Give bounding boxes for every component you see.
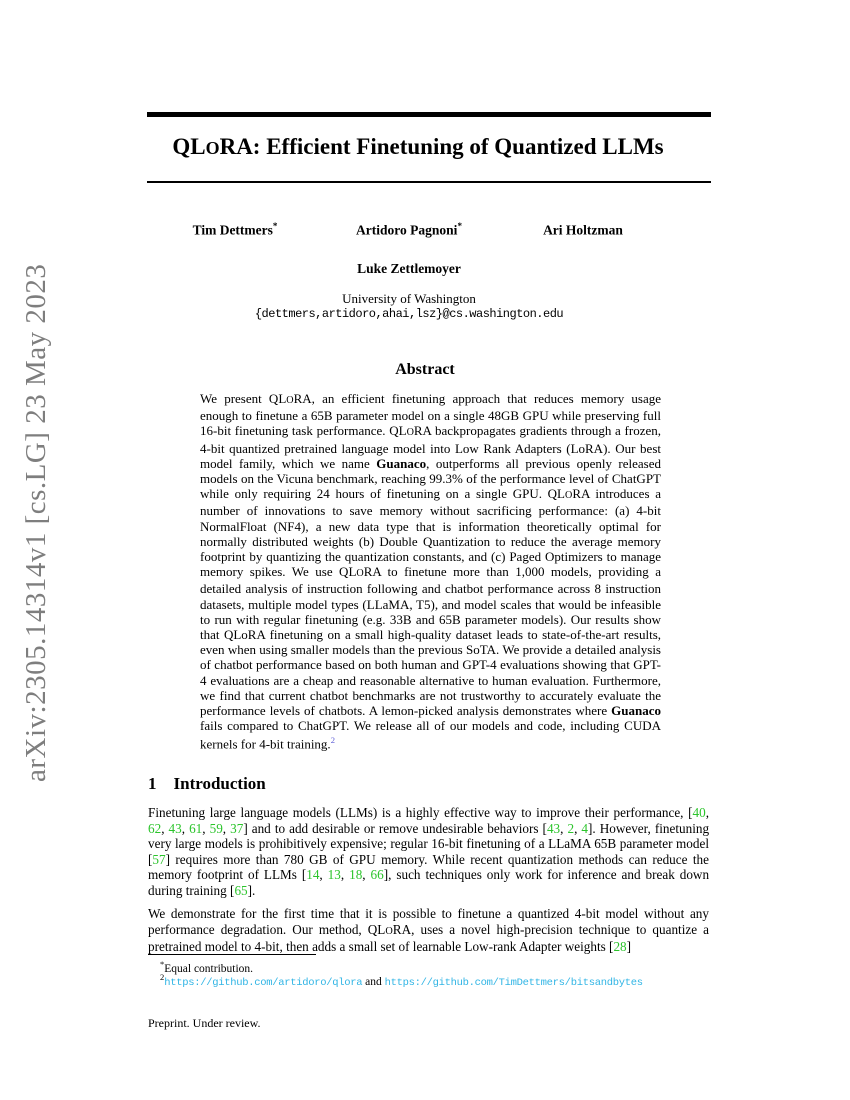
footnote-code-links <box>160 972 708 989</box>
abstract-text <box>200 391 661 752</box>
footnote-marker: 2 <box>160 972 165 982</box>
text-segment: fails compared to ChatGPT. We release all of our models and code, including CUDA kernels for 4-bit training. <box>200 718 661 752</box>
intro-paragraph-1 <box>148 805 709 899</box>
citation-link[interactable]: 28 <box>613 939 627 955</box>
section-number: 1 <box>148 774 157 793</box>
title-rule-bottom <box>147 181 711 183</box>
text-segment: O <box>385 925 393 937</box>
footnote-rule <box>148 954 316 955</box>
text-segment: We present QL <box>200 391 287 406</box>
text-segment: QL <box>172 134 206 159</box>
author-name <box>322 221 496 239</box>
text-segment: ]. However, finetuning very large models is prohibitively expensive; regular 16-bit finetuning of a LLaMA 65B parameter model [ <box>148 820 710 867</box>
abstract-heading: Abstract <box>395 361 455 378</box>
text-segment: ] and to add desirable or remove undesirable behaviors [ <box>243 820 547 836</box>
footnote-text: Equal contribution. <box>164 962 254 975</box>
citation-link[interactable]: 37 <box>230 820 244 836</box>
page-title <box>138 134 698 160</box>
citation-link[interactable]: 59 <box>209 820 223 836</box>
citation-link[interactable]: 66 <box>370 867 384 883</box>
text-segment: RA, uses a novel high-precision technique to quantize a pretrained model to 4-bit, then adds a small set of learnable Low-rank Adapter weights [ <box>148 921 709 955</box>
authors-row <box>148 221 670 239</box>
title-rule-top <box>147 112 711 117</box>
url-link[interactable]: https://github.com/artidoro/qlora <box>164 976 363 989</box>
text-segment: Guanaco <box>611 703 661 719</box>
citation-link[interactable]: 18 <box>349 867 363 883</box>
text-segment: Finetuning large language models (LLMs) is a highly effective way to improve their performance, [ <box>148 805 693 820</box>
text-segment: ] <box>626 939 632 955</box>
intro-paragraph-2 <box>148 906 709 955</box>
citation-link[interactable]: 57 <box>152 851 166 867</box>
text-segment: O <box>286 395 294 406</box>
text-segment: O <box>205 138 220 158</box>
citation-link[interactable]: 43 <box>168 820 182 836</box>
text-segment: , <box>181 820 190 836</box>
text-segment: , <box>705 805 709 820</box>
text-segment: , <box>574 820 582 836</box>
text-segment: , <box>222 820 231 836</box>
text-segment: , <box>560 820 568 836</box>
author-name-text: Luke Zettlemoyer <box>357 261 461 276</box>
text-segment: , <box>202 820 210 836</box>
text-segment: RA: Efficient Finetuning of Quantized LLMs <box>219 134 664 159</box>
author-name <box>148 261 670 277</box>
author-name <box>148 221 322 239</box>
citation-link[interactable]: 13 <box>327 867 341 883</box>
section-title-text: Introduction <box>173 774 266 793</box>
text-segment: Guanaco <box>376 455 427 471</box>
preprint-notice: Preprint. Under review. <box>148 1016 261 1030</box>
footnote-text <box>164 976 642 988</box>
author-emails: {dettmers,artidoro,ahai,lsz}@cs.washington.edu <box>254 307 564 321</box>
affiliation: University of Washington <box>342 291 476 306</box>
text-segment: , <box>362 867 371 883</box>
author-name <box>496 221 670 239</box>
citation-link[interactable]: 40 <box>692 805 706 820</box>
text-segment: and <box>362 975 385 988</box>
text-segment: RA, an efficient finetuning approach that reduces memory usage enough to finetune a 65B parameter model on a single 48GB GPU while preserving full 16-bit finetuning task performance. QL <box>200 391 661 439</box>
text-segment: O <box>565 490 573 502</box>
text-segment: ], such techniques only work for inference and break down during training [ <box>148 867 710 898</box>
text-segment: , <box>161 820 169 836</box>
author-footnote-mark: * <box>457 221 462 231</box>
citation-link[interactable]: 65 <box>234 882 248 898</box>
citation-link[interactable]: 2 <box>567 820 575 836</box>
text-segment: O <box>406 427 414 439</box>
section-heading-introduction <box>148 774 266 794</box>
text-segment: RA introduces a number of innovations to save memory without sacrificing performance: (a) 4-bit NormalFloat (NF4), a new data type that is information theoretically optimal for normally distributed weights (b) Double Quantization to reduce the average memory footprint by quantizing the quantization constants, and (c) Paged Optimizers to manage memory spikes. We use QL <box>200 486 661 580</box>
footnote-marker: * <box>160 959 165 969</box>
text-segment: , <box>319 867 328 883</box>
citation-link[interactable]: 14 <box>306 867 320 883</box>
citation-link[interactable]: 61 <box>189 820 203 836</box>
author-name-text: Ari Holtzman <box>543 222 623 238</box>
citation-link[interactable]: 62 <box>148 820 162 836</box>
author-name-text: Tim Dettmers <box>192 222 273 238</box>
author-name-text: Artidoro Pagnoni <box>356 222 458 238</box>
author-footnote-mark: * <box>272 221 278 231</box>
text-segment: ]. <box>247 882 256 898</box>
text-segment: ] requires more than 780 GB of GPU memory. While recent quantization methods can reduce the memory footprint of LLMs [ <box>148 851 709 883</box>
text-segment: , <box>340 867 350 883</box>
text-segment: , outperforms all previous openly released models on the Vicuna benchmark, reaching 99.3% of the performance level of ChatGPT while only requiring 24 hours of finetuning on a single GPU. QL <box>200 455 662 502</box>
text-segment: O <box>356 568 364 580</box>
citation-link[interactable]: 4 <box>581 820 588 836</box>
citation-link[interactable]: 43 <box>546 820 561 836</box>
arxiv-sidebar-label: arXiv:2305.14314v1 [cs.LG] 23 May 2023 <box>20 263 52 782</box>
url-link[interactable]: https://github.com/TimDettmers/bitsandbytes <box>384 976 643 989</box>
text-segment: We demonstrate for the first time that it is possible to finetune a quantized 4-bit model without any performance degradation. Our method, QL <box>148 906 709 937</box>
footnote-ref[interactable]: 2 <box>330 735 335 746</box>
text-segment: RA backpropagates gradients through a frozen, 4-bit quantized pretrained language model into Low Rank Adapters (LoRA). Our best model family, which we name <box>200 423 661 471</box>
text-segment: RA to finetune more than 1,000 models, providing a detailed analysis of instruction following and chatbot performance across 8 instruction datasets, multiple model types (LLaMA, T5), and model scales that would be infeasible to run with regular finetuning (e.g. 33B and 65B parameter models). Our results show that QLoRA finetuning on a small high-quality dataset leads to state-of-the-art results, even when using smaller models than the previous SoTA. We provide a detailed analysis of chatbot performance based on both human and GPT-4 evaluations showing that GPT-4 evaluations are a cheap and reasonable alternative to human evaluation. Furthermore, we find that current chatbot benchmarks are not trustworthy to accurately evaluate the performance levels of chatbots. A lemon-picked analysis demonstrates where <box>200 564 661 719</box>
